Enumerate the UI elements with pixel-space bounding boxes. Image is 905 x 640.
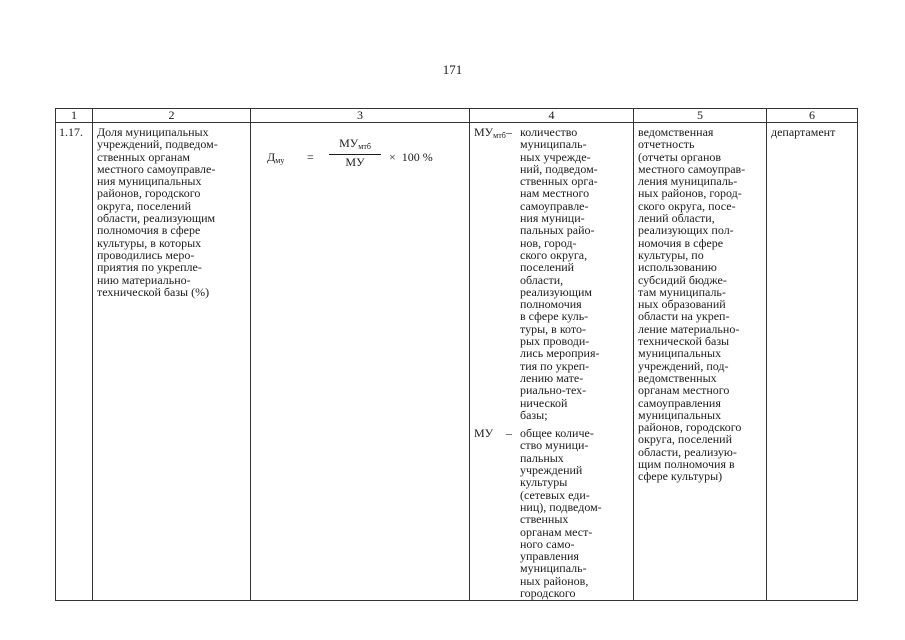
text-line: полномочия в сфере — [97, 223, 201, 238]
text-line: лись мероприя- — [520, 346, 600, 361]
source-cell — [634, 123, 767, 601]
text-line: учреждений, подведом- — [97, 137, 218, 152]
text-line: культуры — [520, 475, 568, 490]
text-line: отчетность — [638, 137, 695, 152]
text-line: управления — [520, 549, 579, 564]
text-line: ведомственная — [638, 125, 714, 139]
text-line: пальных — [520, 450, 564, 465]
text-line: органам местного — [638, 383, 730, 398]
formula-denominator: МУ — [345, 155, 365, 170]
row-number-cell — [56, 123, 93, 601]
text-line: самоуправле- — [520, 198, 589, 213]
text-line: ния муниципальных — [97, 174, 202, 189]
definition-symbol: $МУ_{мтб}$ — [474, 125, 506, 140]
page-number: 171 — [442, 62, 463, 77]
text-line: муниципальных — [638, 346, 722, 361]
column-header-2: 2 — [93, 109, 251, 123]
text-line: тия по укреп- — [520, 358, 590, 373]
column-header-4: 4 — [470, 109, 634, 123]
formula-fraction — [329, 137, 381, 169]
text-line: приятия по укрепле- — [97, 260, 202, 275]
text-line: области, — [520, 272, 564, 287]
text-line: округа, поселений — [97, 198, 192, 213]
text-line: учреждений — [520, 463, 583, 478]
column-header-1: 1 — [56, 109, 93, 123]
text-line: ственных органам — [97, 149, 190, 164]
text-line: нам местного — [520, 186, 590, 201]
definition-dash: – — [506, 426, 512, 441]
text-line: туры, в кото- — [520, 321, 586, 336]
text-line: технической базы — [638, 334, 730, 349]
text-line: нической — [520, 395, 568, 410]
text-line: лению мате- — [520, 370, 584, 385]
table-row — [56, 123, 858, 601]
text-line: Доля муниципальных — [97, 125, 209, 139]
text-line: ных районов, город- — [638, 186, 742, 201]
text-line: рых проводи- — [520, 334, 590, 349]
text-line: ний, подведом- — [520, 161, 598, 176]
text-line: культуры, в которых — [97, 235, 202, 250]
definition-symbol: МУ — [474, 426, 494, 441]
text-line: области, реализующим — [97, 211, 216, 226]
text-line: ных учрежде- — [520, 149, 591, 164]
text-line: области на укреп- — [638, 309, 730, 324]
formula-numerator: $МУ_{мтб}$ — [329, 137, 381, 155]
text-line: ведомственных — [638, 370, 717, 385]
text-line: там муниципаль- — [638, 284, 726, 299]
text-line: ниц), подведом- — [520, 499, 602, 514]
text-line: нов, город- — [520, 235, 577, 250]
text-line: городского — [520, 585, 576, 600]
column-number-row — [56, 109, 858, 123]
text-line: ния муници- — [520, 211, 585, 226]
text-line: сфере культуры) — [638, 469, 723, 484]
formula — [251, 123, 469, 183]
responsible-cell — [767, 123, 858, 601]
text-line: номочия в сфере — [638, 235, 724, 250]
text-line: муниципаль- — [520, 561, 587, 576]
formula-lhs: $Д_{му}$ — [267, 150, 285, 165]
text-line: ления муниципаль- — [638, 174, 738, 189]
text-line: (сетевых еди- — [520, 487, 590, 502]
text-line: базы; — [520, 407, 548, 422]
text-line: использованию — [638, 260, 717, 275]
text-line: муниципаль- — [520, 137, 587, 152]
text-line: в сфере куль- — [520, 309, 589, 324]
text-line: муниципальных — [638, 407, 722, 422]
text-line: ственных орга- — [520, 174, 598, 189]
text-line: (отчеты органов — [638, 149, 722, 164]
definition-mu — [474, 427, 630, 599]
text-line: округа, поселений — [638, 432, 733, 447]
text-line: органам мест- — [520, 524, 593, 539]
text-line: технической базы (%) — [97, 284, 210, 299]
indicator-name-cell — [93, 123, 251, 601]
formula-equals: = — [307, 150, 314, 164]
row-number: 1.17. — [59, 125, 83, 139]
text-line: ление материально- — [638, 321, 740, 336]
indicator-table — [55, 108, 858, 601]
text-line: полномочия — [520, 297, 582, 312]
text-line: проводились меро- — [97, 247, 195, 262]
text-line: количество — [520, 125, 578, 139]
text-line: риально-тех- — [520, 383, 587, 398]
formula-multiplier: × 100 % — [389, 150, 433, 164]
definition-text — [520, 427, 630, 599]
definition-mu-mtb — [474, 126, 630, 421]
text-line: щим полномочия в — [638, 457, 735, 472]
text-line: ных образований — [638, 297, 726, 312]
column-header-3: 3 — [251, 109, 470, 123]
text-line: местного самоуправ- — [638, 161, 746, 176]
text-line: районов, городского — [638, 420, 742, 435]
definitions-cell — [470, 123, 634, 601]
text-line: области, реализую- — [638, 444, 737, 459]
text-line: ных районов, — [520, 573, 589, 588]
text-line: ство муници- — [520, 438, 589, 453]
column-header-5: 5 — [634, 109, 767, 123]
definitions — [470, 123, 633, 599]
text-line: общее количе- — [520, 426, 594, 441]
text-line: ного само- — [520, 536, 575, 551]
text-line: ственных — [520, 512, 569, 527]
text-line: районов, городского — [97, 186, 201, 201]
text-line: реализующих пол- — [638, 223, 734, 238]
formula-cell — [251, 123, 470, 601]
responsible-party: департамент — [771, 125, 836, 139]
text-line: учреждений, под- — [638, 358, 729, 373]
data-source — [634, 123, 766, 483]
text-line: самоуправления — [638, 395, 721, 410]
text-line: реализующим — [520, 284, 593, 299]
text-line: нию материально- — [97, 272, 191, 287]
definition-dash: – — [506, 125, 512, 139]
text-line: пальных райо- — [520, 223, 595, 238]
indicator-name — [93, 123, 250, 298]
text-line: поселений — [520, 260, 575, 275]
text-line: ского округа, — [520, 247, 588, 262]
text-line: субсидий бюдже- — [638, 272, 727, 287]
text-line: ского округа, посе- — [638, 198, 736, 213]
text-line: лений области, — [638, 211, 715, 226]
column-header-6: 6 — [767, 109, 858, 123]
text-line: местного самоуправле- — [97, 161, 216, 176]
definition-text — [520, 126, 630, 421]
text-line: культуры, по — [638, 247, 704, 262]
